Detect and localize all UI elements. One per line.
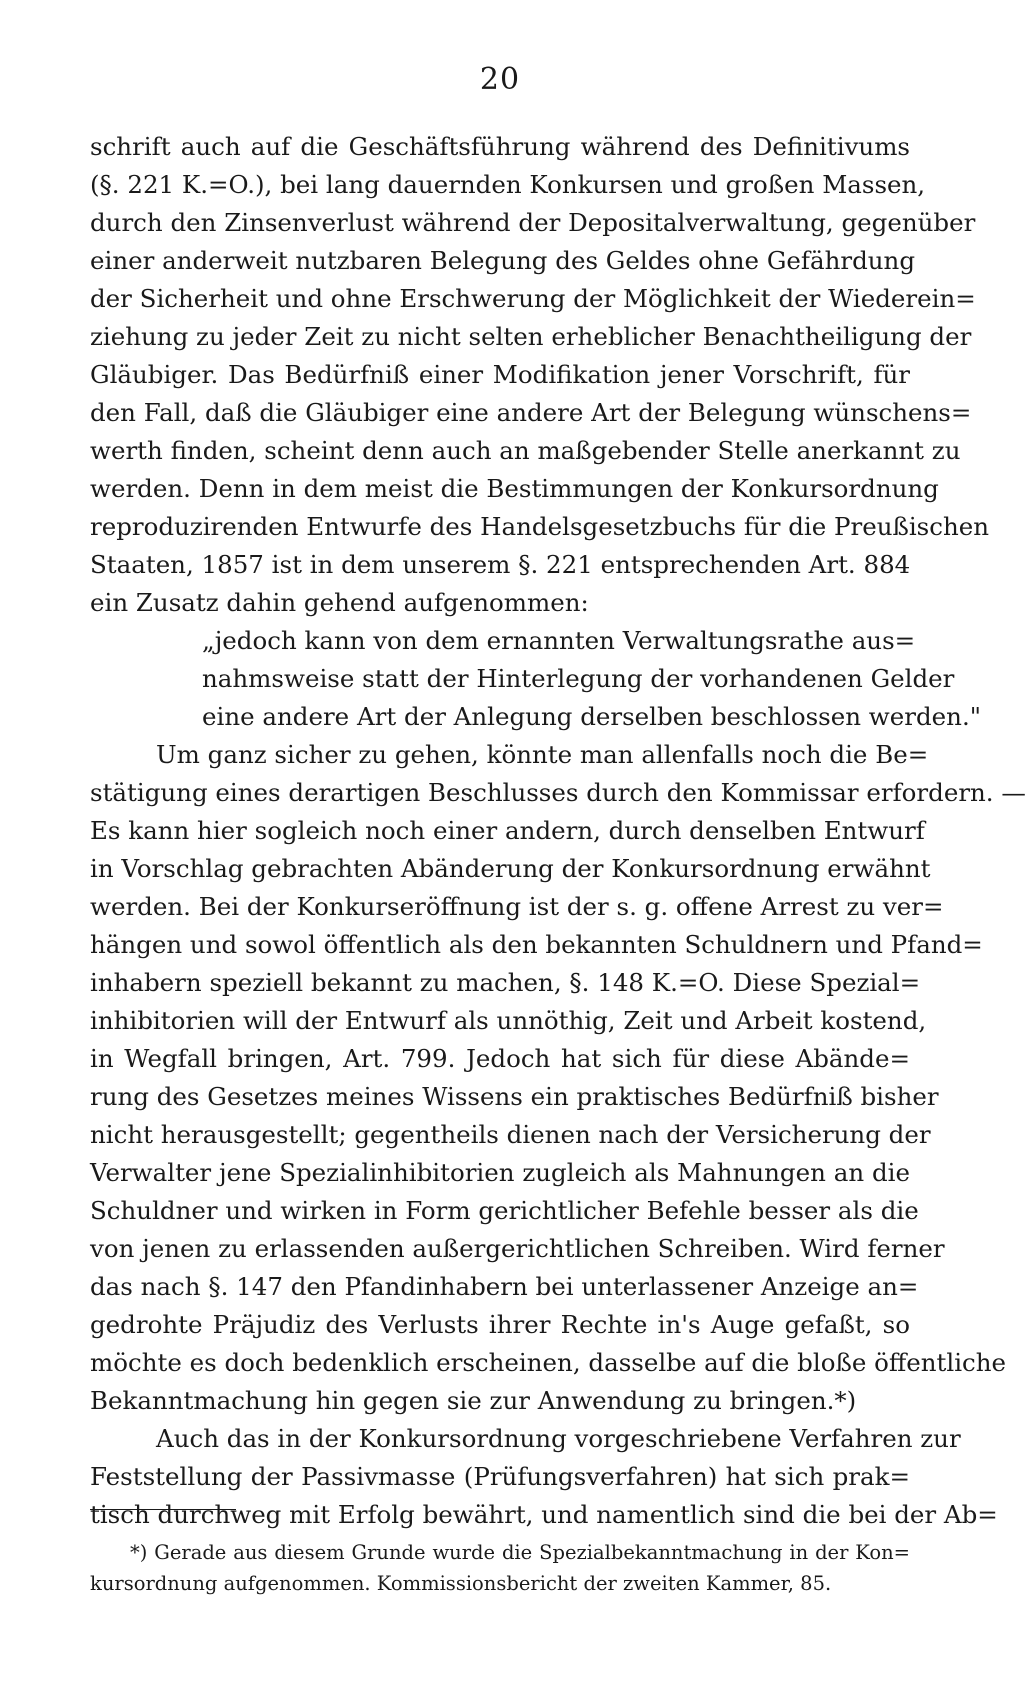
text-line: schrift auch auf die Geschäftsführung während des Definitivums — [90, 132, 910, 161]
main-text — [90, 128, 1026, 1534]
text-line: der Sicherheit und ohne Erschwerung der Möglichkeit der Wiederein= — [90, 284, 976, 313]
quote-line: „jedoch kann von dem ernannten Verwaltungsrathe aus= — [202, 626, 916, 655]
text-line: werden. Denn in dem meist die Bestimmungen der Konkursordnung — [90, 474, 939, 503]
text-line: Bekanntmachung hin gegen sie zur Anwendung zu bringen.*) — [90, 1386, 857, 1415]
text-line: (§. 221 K.=O.), bei lang dauernden Konkursen und großen Massen, — [90, 170, 926, 199]
text-line: inhabern speziell bekannt zu machen, §. 148 K.=O. Diese Spezial= — [90, 968, 921, 997]
text-line: werden. Bei der Konkurseröffnung ist der s. g. offene Arrest zu ver= — [90, 892, 944, 921]
text-line: Auch das in der Konkursordnung vorgeschriebene Verfahren zur — [156, 1424, 961, 1453]
text-line: ziehung zu jeder Zeit zu nicht selten erheblicher Benachtheiligung der — [90, 322, 972, 351]
text-line: Schuldner und wirken in Form gerichtlicher Befehle besser als die — [90, 1196, 919, 1225]
text-line: rung des Gesetzes meines Wissens ein praktisches Bedürfniß bisher — [90, 1082, 939, 1111]
text-line: werth finden, scheint denn auch an maßgebender Stelle anerkannt zu — [90, 436, 961, 465]
text-line: gedrohte Präjudiz des Verlusts ihrer Rechte in's Auge gefaßt, so — [90, 1310, 910, 1339]
text-line: Feststellung der Passivmasse (Prüfungsverfahren) hat sich prak= — [90, 1462, 910, 1491]
text-line: Staaten, 1857 ist in dem unserem §. 221 entsprechenden Art. 884 — [90, 550, 911, 579]
text-line: möchte es doch bedenklich erscheinen, dasselbe auf die bloße öffentliche — [90, 1348, 1007, 1377]
text-line: ein Zusatz dahin gehend aufgenommen: — [90, 588, 589, 617]
text-line: einer anderweit nutzbaren Belegung des Geldes ohne Gefährdung — [90, 246, 916, 275]
footnote-line: *) Gerade aus diesem Grunde wurde die Spezialbekanntmachung in der Kon= — [130, 1541, 910, 1564]
text-line: Gläubiger. Das Bedürfniß einer Modifikation jener Vorschrift, für — [90, 360, 910, 389]
text-line: hängen und sowol öffentlich als den bekannten Schuldnern und Pfand= — [90, 930, 983, 959]
footnote-divider — [90, 1509, 236, 1510]
text-line: Es kann hier sogleich noch einer andern, durch denselben Entwurf — [90, 816, 925, 845]
text-line: in Wegfall bringen, Art. 799. Jedoch hat sich für diese Abände= — [90, 1044, 910, 1073]
text-line: von jenen zu erlassenden außergerichtlichen Schreiben. Wird ferner — [90, 1234, 945, 1263]
quote-line: nahmsweise statt der Hinterlegung der vorhandenen Gelder — [202, 664, 955, 693]
text-line: das nach §. 147 den Pfandinhabern bei unterlassener Anzeige an= — [90, 1272, 919, 1301]
footnote-line: kursordnung aufgenommen. Kommissionsbericht der zweiten Kammer, 85. — [90, 1572, 832, 1595]
page-number: 20 — [479, 62, 521, 97]
text-line: stätigung eines derartigen Beschlusses durch den Kommissar erfordern. — — [90, 778, 1026, 807]
text-line: nicht herausgestellt; gegentheils dienen nach der Versicherung der — [90, 1120, 931, 1149]
text-line: tisch durchweg mit Erfolg bewährt, und namentlich sind die bei der Ab= — [90, 1500, 998, 1529]
text-line: Verwalter jene Spezialinhibitorien zugleich als Mahnungen an die — [90, 1158, 910, 1187]
text-line: reproduzirenden Entwurfe des Handelsgesetzbuchs für die Preußischen — [90, 512, 990, 541]
text-line: in Vorschlag gebrachten Abänderung der Konkursordnung erwähnt — [90, 854, 931, 883]
text-line: den Fall, daß die Gläubiger eine andere Art der Belegung wünschens= — [90, 398, 972, 427]
text-line: inhibitorien will der Entwurf als unnöthig, Zeit und Arbeit kostend, — [90, 1006, 927, 1035]
text-line: durch den Zinsenverlust während der Depositalverwaltung, gegenüber — [90, 208, 976, 237]
footnote — [90, 1537, 910, 1599]
quote-line: eine andere Art der Anlegung derselben beschlossen werden." — [202, 702, 982, 731]
text-line: Um ganz sicher zu gehen, könnte man allenfalls noch die Be= — [156, 740, 929, 769]
